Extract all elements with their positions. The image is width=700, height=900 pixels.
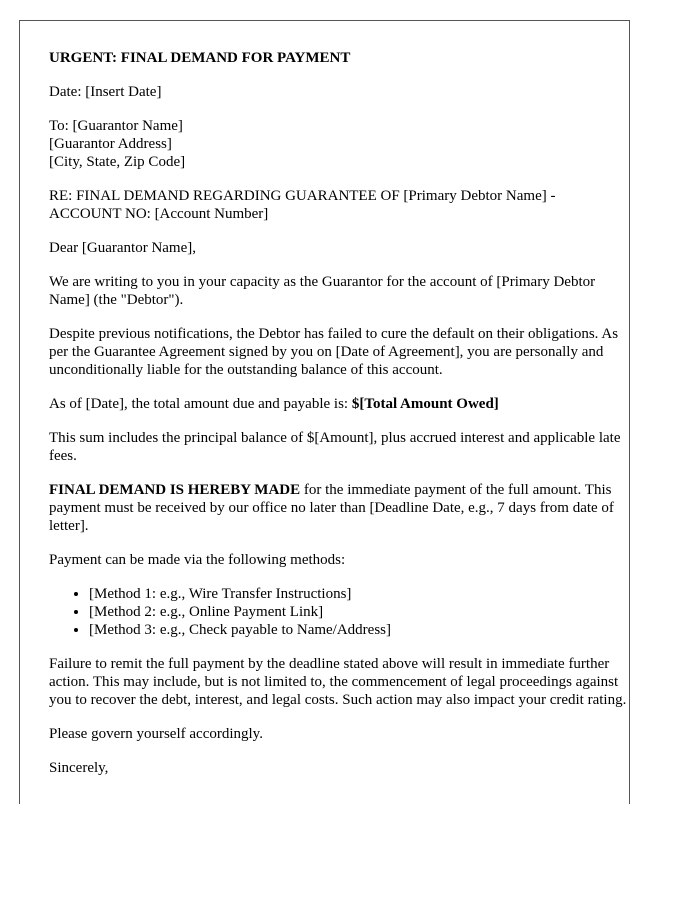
list-item: • [Method 1: e.g., Wire Transfer Instructions] (89, 585, 629, 603)
final-demand-text: for the immediate payment of the full amount. This payment must be received by our office no later than [Deadline Date, e.g., 7 days from date of letter]. (49, 482, 614, 534)
closing: Sincerely, (49, 760, 109, 776)
letter-date: Date: [Insert Date] (49, 84, 162, 100)
letter-heading: URGENT: FINAL DEMAND FOR PAYMENT (49, 50, 351, 66)
subject-line-2: ACCOUNT NO: [Account Number] (49, 206, 269, 222)
subject-line-1: RE: FINAL DEMAND REGARDING GUARANTEE OF [Primary Debtor Name] - (49, 188, 556, 204)
paragraph-default: Despite previous notifications, the Debtor has failed to cure the default on their obligations. As per the Guarantee Agreement signed by you on [Date of Agreement], you are personally and unconditionally liable for the outstanding balance of this account. (49, 326, 619, 378)
address-line: [City, State, Zip Code] (49, 154, 186, 170)
paragraph-consequences: Failure to remit the full payment by the deadline stated above will result in immediate further action. This may include, but is not limited to, the commencement of legal proceedings against you to recover the debt, interest, and legal costs. Such action may also impact your credit rating. (49, 656, 627, 708)
payment-methods-list (49, 585, 629, 639)
list-item: • [Method 3: e.g., Check payable to Name/Address] (89, 621, 629, 639)
recipient-address (49, 117, 639, 171)
paragraph-sum-breakdown: This sum includes the principal balance of $[Amount], plus accrued interest and applicable late fees. (49, 430, 621, 464)
paragraph-final-demand (49, 481, 639, 535)
paragraph-govern: Please govern yourself accordingly. (49, 726, 263, 742)
final-demand-emphasis: FINAL DEMAND IS HEREBY MADE (49, 482, 301, 498)
total-amount: $[Total Amount Owed] (351, 396, 499, 412)
paragraph-amount-due (49, 395, 639, 413)
address-line: [Guarantor Address] (49, 136, 172, 152)
salutation: Dear [Guarantor Name], (49, 240, 197, 256)
amount-due-text: As of [Date], the total amount due and payable is: (49, 396, 352, 412)
paragraph-capacity: We are writing to you in your capacity as the Guarantor for the account of [Primary Debtor Name] (the "Debtor"). (49, 274, 596, 308)
paragraph-payment-methods: Payment can be made via the following methods: (49, 552, 346, 568)
list-item: • [Method 2: e.g., Online Payment Link] (89, 603, 629, 621)
subject-line (49, 187, 639, 223)
address-line: To: [Guarantor Name] (49, 118, 183, 134)
letter-page (19, 20, 630, 804)
